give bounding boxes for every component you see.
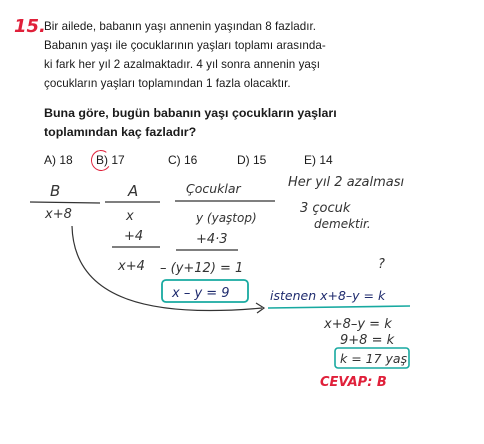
hw-note-line: Her yıl 2 azalması (288, 175, 405, 190)
question-number: 15. (14, 16, 46, 37)
hw-solution-line: istenen x+8–y = k (270, 288, 386, 303)
hw-a-age: x (126, 209, 134, 224)
hw-question-mark: ? (378, 257, 385, 272)
question-text-line: Babanın yaşı ile çocuklarının yaşları toplamı arasında- (44, 39, 326, 52)
hw-note-line: demektir. (314, 217, 371, 231)
option-e[interactable]: E) 14 (304, 153, 333, 167)
question-prompt-line: Buna göre, bugün babanın yaşı çocukların yaşları (44, 106, 337, 120)
hw-b-label: B (50, 182, 61, 200)
hw-solution-line: 9+8 = k (340, 333, 395, 348)
hw-a-sum: x+4 (118, 259, 145, 274)
hw-b-age: x+8 (45, 207, 72, 222)
option-a[interactable]: A) 18 (44, 153, 73, 167)
hw-eq2: x – y = 9 (172, 286, 230, 301)
hw-solution-line: x+8–y = k (324, 317, 392, 332)
hw-eq1: – (y+12) = 1 (160, 261, 244, 276)
hw-a-plus: +4 (124, 229, 144, 244)
hw-c-age: y (yaştop) (196, 211, 257, 225)
hw-c-plus: +4·3 (196, 232, 228, 247)
hw-c-label: Çocuklar (186, 181, 241, 196)
hw-a-label: A (128, 182, 139, 200)
option-b-label: B) 17 (96, 153, 125, 167)
hw-note-line: 3 çocuk (300, 201, 351, 216)
option-c[interactable]: C) 16 (168, 153, 198, 167)
hw-solution-line: k = 17 yaş (340, 351, 408, 366)
question-text-line: çocukların yaşları toplamından 1 fazla olacaktır. (44, 77, 291, 90)
hw-answer: CEVAP: B (320, 375, 387, 390)
question-prompt-line: toplamından kaç fazladır? (44, 125, 197, 139)
question-text-line: Bir ailede, babanın yaşı annenin yaşından 8 fazladır. (44, 20, 317, 33)
question-text-line: ki fark her yıl 2 azalmaktadır. 4 yıl sonra annenin yaşı (44, 58, 321, 71)
option-d[interactable]: D) 15 (237, 153, 267, 167)
